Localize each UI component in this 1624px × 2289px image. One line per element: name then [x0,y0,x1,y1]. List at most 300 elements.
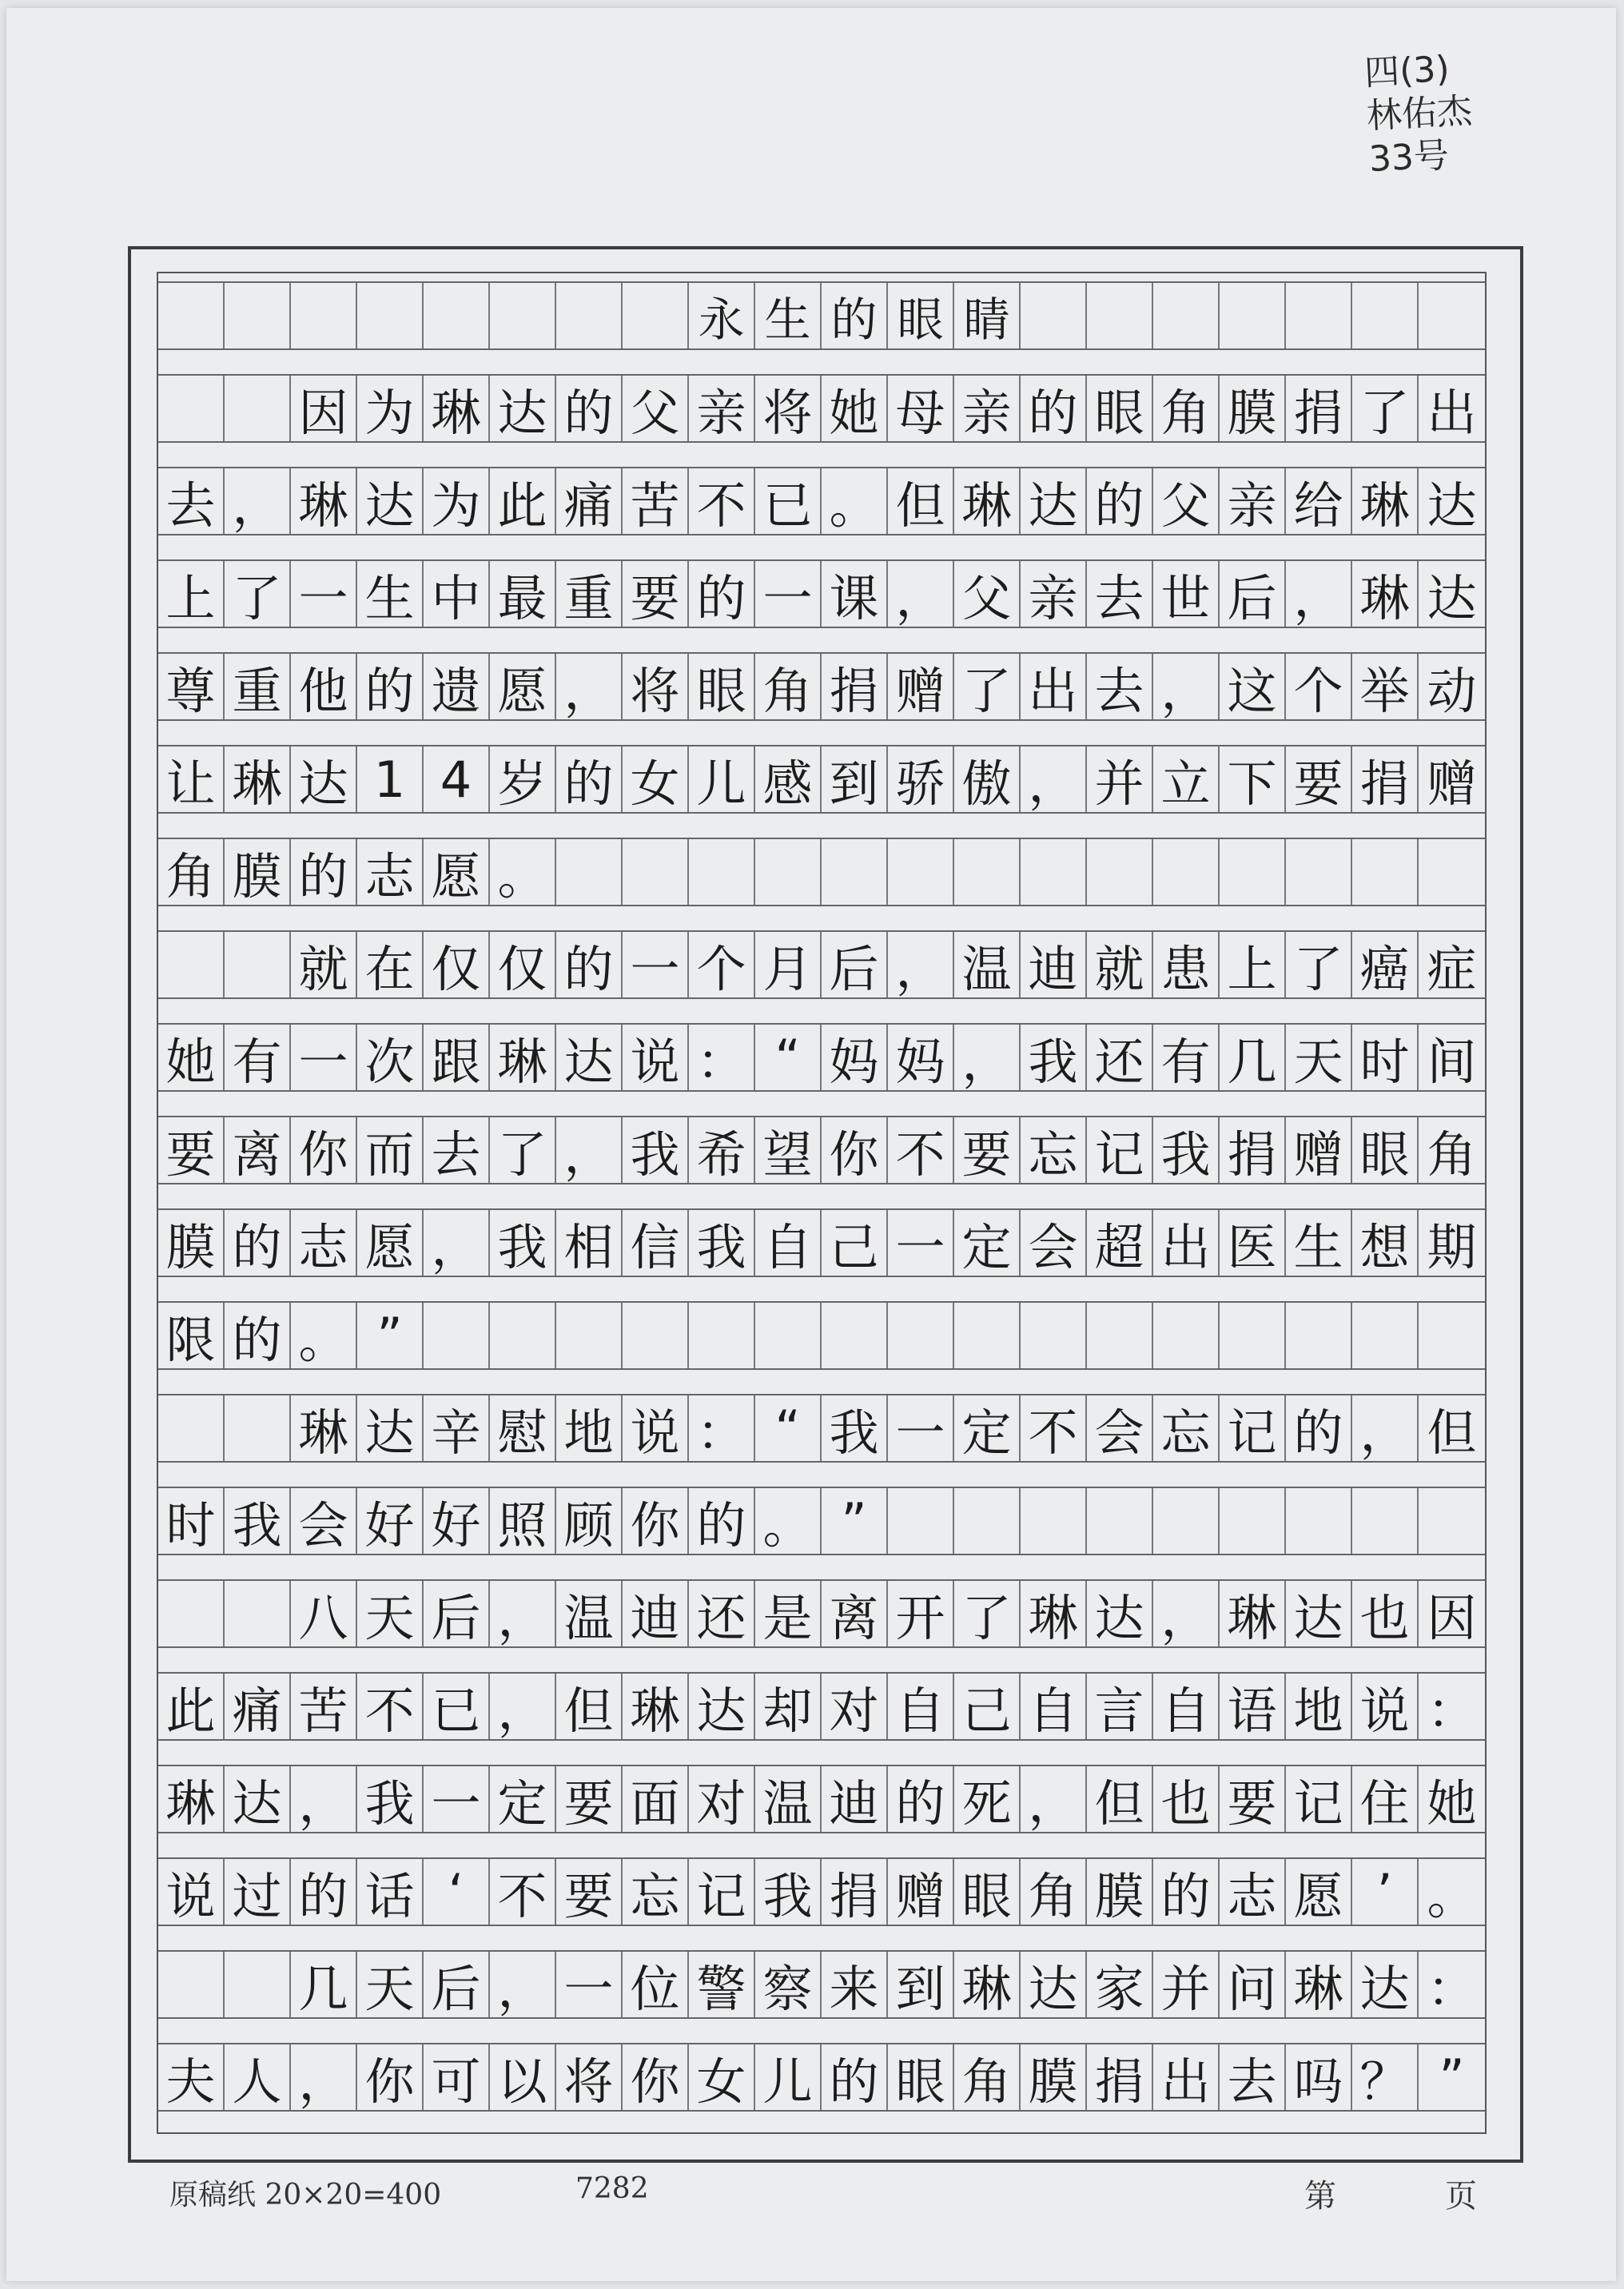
grid-cell: 眼 [888,2044,954,2110]
grid-cell: 出 [1427,383,1477,442]
grid-cell [556,1303,623,1368]
text-row [158,1394,1485,1463]
grid-cell [1419,1488,1485,1554]
grid-cell: 位 [623,1952,689,2017]
grid-cell [1352,1303,1419,1368]
grid-cell: 中 [424,561,490,627]
grid-cell: 了 [1286,932,1352,997]
grid-cell: ， [490,1581,556,1646]
grid-cell: 离 [225,1117,291,1183]
grid-cell [888,1488,954,1554]
grid-cell [1087,839,1153,905]
grid-cell: 好 [424,1488,490,1554]
grid-cell: 上 [1220,932,1286,997]
grid-cell: 母 [888,376,954,441]
grid-cell: 捐 [1352,746,1419,812]
grid-cell [158,1952,225,2017]
grid-cell: 不 [490,1859,556,1925]
grid-cell: 你 [623,1488,689,1554]
grid-cell [1220,1303,1286,1368]
grid-cell: 达 [1286,1581,1352,1646]
text-row [158,467,1485,535]
grid-cell: 的 [291,1859,357,1925]
grid-cell: 琳 [225,746,291,812]
grid-cell: 达 [225,1766,291,1832]
grid-cell: 她 [158,1025,225,1090]
grid-cell [623,283,689,348]
grid-cell: 父 [623,376,689,441]
grid-cell: 因 [291,376,357,441]
grid-cell: 为 [357,376,424,441]
grid-cell: 琳 [1286,1952,1352,2017]
grid-cell: 也 [1352,1581,1419,1646]
grid-cell: 也 [1153,1766,1220,1832]
grid-cell: 的 [822,283,888,348]
grid-cell: 。 [291,1303,357,1368]
grid-cell: 永 [689,283,755,348]
text-row [158,1579,1485,1648]
grid-cell: 开 [888,1581,954,1646]
grid-cell: 以 [490,2044,556,2110]
grid-cell: 就 [1087,932,1153,997]
grid-cell: 己 [822,1210,888,1276]
grid-cell: 女 [689,2044,755,2110]
grid-cell [1153,1303,1220,1368]
grid-cell: 定 [490,1766,556,1832]
grid-cell: 愿 [490,654,556,719]
grid-cell: 我 [490,1210,556,1276]
grid-cell [225,283,291,348]
grid-cell: 信 [623,1210,689,1276]
grid-cell: 记 [1286,1766,1352,1832]
grid-cell: 定 [954,1210,1021,1276]
grid-cell: 有 [1153,1025,1220,1090]
grid-cell: 。 [822,468,888,534]
text-row [158,1023,1485,1092]
grid-cell: 一 [623,932,689,997]
grid-cell: 立 [1153,746,1220,812]
grid-cell: ” [357,1303,424,1368]
grid-cell: 琳 [1220,1581,1286,1646]
grid-cell: 察 [755,1952,822,2017]
grid-cell: ， [888,561,954,627]
grid-cell: 琳 [1352,468,1419,534]
grid-cell: 了 [225,561,291,627]
grid-cell: 并 [1153,1952,1220,2017]
grid-cell [623,839,689,905]
grid-cell: 说 [623,1025,689,1090]
grid-cell: “ [755,1395,822,1461]
grid-cell: 温 [556,1581,623,1646]
grid-cell: 要 [556,1766,623,1832]
grid-cell: 自 [1021,1674,1087,1739]
grid-cell: ， [291,2044,357,2110]
grid-cell: 的 [556,932,623,997]
grid-cell: 我 [357,1766,424,1832]
grid-cell: 膜 [1021,2044,1087,2110]
text-row [158,745,1485,814]
grid-cell: 捐 [1286,376,1352,441]
grid-cell [158,1581,225,1646]
grid-cell: 是 [755,1581,822,1646]
grid-cell: 会 [291,1488,357,1554]
grid-cell: 世 [1153,561,1220,627]
grid-cell [1021,1303,1087,1368]
grid-cell: ： [689,1395,755,1461]
grid-cell: 一 [291,561,357,627]
grid-cell: 一 [556,1952,623,2017]
grid-cell: ” [1439,2048,1465,2107]
grid-cell: 我 [623,1117,689,1183]
grid-cell: ， [490,1952,556,2017]
grid-cell: 苦 [291,1674,357,1739]
grid-cell [822,1303,888,1368]
grid-cell: ， [424,1210,490,1276]
writing-grid [157,272,1487,2134]
student-class: 四(3) [1363,48,1451,94]
grid-cell: 生 [357,561,424,627]
grid-cell: 会 [1021,1210,1087,1276]
grid-cell: 会 [1087,1395,1153,1461]
text-row [158,1116,1485,1184]
grid-cell [1153,283,1220,348]
grid-cell: 说 [158,1859,225,1925]
grid-cell: 痛 [556,468,623,534]
grid-cell [1220,283,1286,348]
grid-cell: 岁 [490,746,556,812]
grid-cell: ， [556,1117,623,1183]
grid-cell: 来 [822,1952,888,2017]
grid-cell: 的 [1286,1395,1352,1461]
grid-cell: 达 [291,746,357,812]
grid-cell: 感 [755,746,822,812]
grid-cell [689,1303,755,1368]
grid-cell: 了 [490,1117,556,1183]
grid-cell [490,1303,556,1368]
grid-cell: 角 [1153,376,1220,441]
grid-cell: ， [490,1674,556,1739]
grid-cell: 4 [424,746,490,812]
grid-cell: 却 [755,1674,822,1739]
grid-cell: 问 [1220,1952,1286,2017]
grid-cell: ？ [1352,2044,1419,2110]
grid-cell: 给 [1286,468,1352,534]
grid-cell: ， [1352,1395,1419,1461]
grid-cell: 地 [556,1395,623,1461]
grid-cell: 次 [357,1025,424,1090]
grid-cell [888,839,954,905]
grid-cell: 琳 [158,1766,225,1832]
text-row [158,374,1485,443]
grid-cell: 角 [158,839,225,905]
grid-cell: 离 [822,1581,888,1646]
grid-cell: 顾 [556,1488,623,1554]
grid-cell: 警 [689,1952,755,2017]
grid-cell: 几 [291,1952,357,2017]
grid-cell: 。 [1427,1866,1477,1925]
grid-cell [225,1581,291,1646]
grid-cell: 定 [954,1395,1021,1461]
page-label-prefix: 第 [1304,2178,1336,2215]
grid-cell: 亲 [1021,561,1087,627]
grid-cell: 想 [1352,1210,1419,1276]
grid-cell: 自 [1153,1674,1220,1739]
grid-cell: 不 [888,1117,954,1183]
grid-cell: 她 [1427,1773,1477,1833]
text-row [158,2043,1485,2112]
grid-cell: 痛 [225,1674,291,1739]
grid-cell: 自 [755,1210,822,1276]
grid-cell: 的 [689,1488,755,1554]
grid-cell [1352,1488,1419,1554]
grid-cell: 的 [225,1303,291,1368]
grid-cell: 面 [623,1766,689,1832]
grid-cell: 迪 [822,1766,888,1832]
grid-cell: ” [822,1488,888,1554]
grid-cell: 膜 [225,839,291,905]
grid-cell [424,283,490,348]
grid-cell: 达 [1021,1952,1087,2017]
grid-cell: 的 [689,561,755,627]
grid-cell: 后 [424,1581,490,1646]
grid-cell: 儿 [689,746,755,812]
grid-cell: 忘 [1153,1395,1220,1461]
grid-cell: 好 [357,1488,424,1554]
grid-cell [556,839,623,905]
grid-cell: 迪 [623,1581,689,1646]
grid-cell: 天 [357,1581,424,1646]
grid-cell: 琳 [1021,1581,1087,1646]
grid-cell: 角 [954,2044,1021,2110]
grid-cell: 的 [1087,468,1153,534]
grid-cell: 住 [1352,1766,1419,1832]
grid-cell [225,1952,291,2017]
grid-cell: 就 [291,932,357,997]
grid-cell [1286,1488,1352,1554]
grid-cell: 天 [1286,1025,1352,1090]
grid-cell: 迪 [1021,932,1087,997]
grid-cell: 一 [291,1025,357,1090]
grid-cell [1220,839,1286,905]
grid-cell [1286,839,1352,905]
grid-cell: ， [225,468,291,534]
grid-cell: 捐 [1220,1117,1286,1183]
grid-cell [1419,283,1485,348]
grid-cell: 琳 [954,468,1021,534]
grid-cell: 要 [1286,746,1352,812]
grid-cell: 亲 [1220,468,1286,534]
grid-cell: “ [755,1025,822,1090]
grid-cell: 我 [822,1395,888,1461]
grid-cell: 言 [1087,1674,1153,1739]
grid-cell: 说 [623,1395,689,1461]
grid-cell: 望 [755,1117,822,1183]
grid-cell: 不 [689,468,755,534]
grid-cell: 在 [357,932,424,997]
grid-cell: ： [689,1025,755,1090]
grid-cell [954,1303,1021,1368]
grid-cell [689,839,755,905]
text-row [158,1857,1485,1926]
grid-cell [291,283,357,348]
grid-cell: ， [954,1025,1021,1090]
grid-cell: 的 [225,1210,291,1276]
grid-cell [888,1303,954,1368]
grid-cell: 一 [424,1766,490,1832]
grid-cell [1153,1488,1220,1554]
grid-cell [1087,1488,1153,1554]
grid-cell [225,932,291,997]
grid-cell: 要 [158,1117,225,1183]
grid-cell: 语 [1220,1674,1286,1739]
grid-cell: 对 [689,1766,755,1832]
grid-cell: 仅 [424,932,490,997]
grid-cell: 琳 [1352,561,1419,627]
grid-cell [158,932,225,997]
grid-cell: 的 [291,839,357,905]
grid-cell [1352,839,1419,905]
grid-cell: 的 [556,376,623,441]
grid-cell: 让 [158,746,225,812]
grid-cell [424,1303,490,1368]
grid-cell: 但 [556,1674,623,1739]
grid-cell: 已 [424,1674,490,1739]
grid-cell: 举 [1352,654,1419,719]
grid-cell: ： [1427,1681,1477,1740]
grid-cell: 你 [357,2044,424,2110]
grid-cell [1220,1488,1286,1554]
grid-cell: 个 [689,932,755,997]
text-row [158,1208,1485,1277]
grid-cell: 人 [225,2044,291,2110]
grid-cell: 此 [490,468,556,534]
grid-cell: ‘ [424,1859,490,1925]
grid-cell: 一 [888,1395,954,1461]
grid-cell: 限 [158,1303,225,1368]
grid-cell: 不 [357,1674,424,1739]
grid-cell: 但 [1087,1766,1153,1832]
grid-cell: 动 [1427,661,1477,720]
grid-cell: 后 [822,932,888,997]
grid-cell: 琳 [291,1395,357,1461]
grid-cell: 达 [357,468,424,534]
grid-cell: 去 [424,1117,490,1183]
grid-cell: 膜 [1220,376,1286,441]
grid-cell: 的 [888,1766,954,1832]
grid-cell [1419,1303,1485,1368]
grid-cell [1153,839,1220,905]
grid-cell: 捐 [822,654,888,719]
grid-cell [1352,283,1419,348]
grid-cell: 温 [755,1766,822,1832]
grid-cell: 的 [357,654,424,719]
grid-cell: 记 [1220,1395,1286,1461]
grid-cell: 去 [158,468,225,534]
grid-cell: 课 [822,561,888,627]
grid-cell: 时 [1352,1025,1419,1090]
grid-cell: 遗 [424,654,490,719]
grid-cell: ’ [1352,1859,1419,1925]
grid-cell: 达 [1087,1581,1153,1646]
grid-cell: 超 [1087,1210,1153,1276]
grid-cell: 达 [1352,1952,1419,2017]
grid-cell: 温 [954,932,1021,997]
grid-cell: 不 [1021,1395,1087,1461]
grid-cell: 到 [888,1952,954,2017]
grid-cell: 我 [689,1210,755,1276]
grid-cell: 并 [1087,746,1153,812]
grid-cell: 1 [357,746,424,812]
grid-cell: 睛 [954,283,1021,348]
grid-cell: ， [1286,561,1352,627]
grid-cell: 膜 [1087,1859,1153,1925]
grid-cell: 了 [1352,376,1419,441]
grid-cell: 慰 [490,1395,556,1461]
grid-cell: ： [1427,1959,1477,2018]
grid-cell: 达 [556,1025,623,1090]
grid-cell: 辛 [424,1395,490,1461]
text-row [158,652,1485,721]
grid-cell: 话 [357,1859,424,1925]
grid-cell: 捐 [822,1859,888,1925]
grid-cell: 下 [1220,746,1286,812]
grid-cell: 还 [1087,1025,1153,1090]
grid-cell: 说 [1352,1674,1419,1739]
text-row [158,1487,1485,1555]
grid-cell: ， [291,1766,357,1832]
grid-cell: ， [1153,1581,1220,1646]
grid-cell: 达 [1021,468,1087,534]
grid-cell: ， [1153,654,1220,719]
grid-cell: 你 [291,1117,357,1183]
grid-cell [1021,839,1087,905]
grid-cell [1021,1488,1087,1554]
grid-cell [1286,283,1352,348]
grid-cell: 赠 [888,654,954,719]
grid-cell [755,839,822,905]
grid-cell: 过 [225,1859,291,1925]
text-row [158,1765,1485,1833]
grid-cell: 医 [1220,1210,1286,1276]
grid-cell: 一 [755,561,822,627]
grid-cell: 琳 [490,1025,556,1090]
grid-cell: 你 [822,1117,888,1183]
grid-cell: 的 [556,746,623,812]
grid-cell: 地 [1286,1674,1352,1739]
grid-cell: 志 [1220,1859,1286,1925]
grid-cell: 女 [623,746,689,812]
grid-cell: 达 [490,376,556,441]
grid-cell: 了 [954,654,1021,719]
grid-cell: 天 [357,1952,424,2017]
grid-cell: 琳 [623,1674,689,1739]
grid-cell: 妈 [888,1025,954,1090]
grid-cell: 赠 [1427,754,1477,813]
grid-cell: 尊 [158,654,225,719]
grid-cell [755,1303,822,1368]
grid-cell: 角 [755,654,822,719]
grid-cell: 的 [1021,376,1087,441]
grid-cell [1021,283,1087,348]
grid-cell: 月 [755,932,822,997]
student-name: 林佑杰 [1365,90,1474,137]
grid-cell: 要 [556,1859,623,1925]
grid-cell [357,283,424,348]
grid-cell: ， [888,932,954,997]
grid-cell: 赠 [1286,1117,1352,1183]
grid-cell: 这 [1220,654,1286,719]
text-row [158,559,1485,628]
